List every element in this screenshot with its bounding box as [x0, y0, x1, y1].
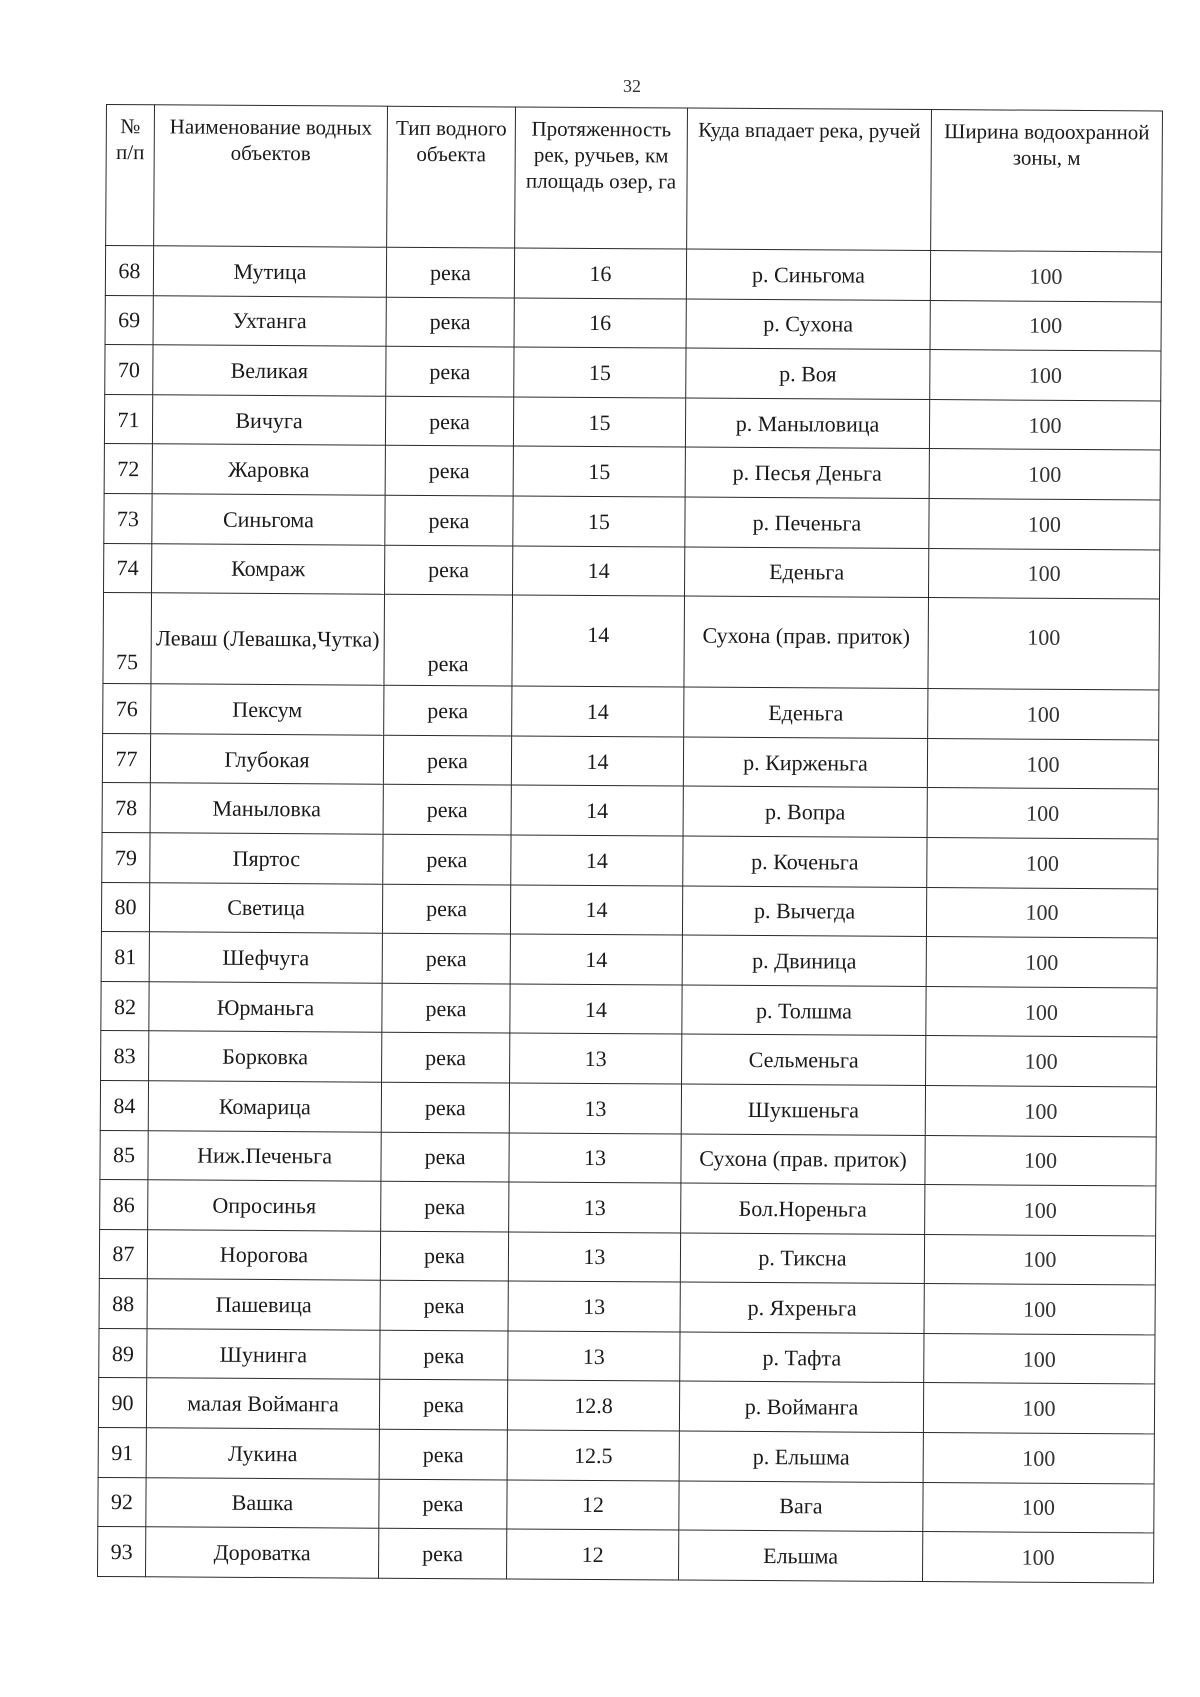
table-row	[99, 1279, 1155, 1335]
cell-length: 12.8	[507, 1380, 679, 1431]
cell-name: Великая	[153, 345, 386, 396]
cell-num: 71	[104, 394, 152, 444]
cell-num: 74	[104, 543, 152, 593]
cell-length: 14	[511, 835, 683, 886]
table-row	[99, 1229, 1155, 1285]
page-number: 32	[623, 76, 641, 96]
table-row	[101, 882, 1157, 938]
cell-outlet: р. Толшма	[682, 985, 926, 1036]
cell-width: 100	[926, 937, 1157, 988]
cell-name: Комраж	[152, 543, 385, 594]
cell-type: река	[381, 1181, 509, 1231]
cell-length: 13	[508, 1281, 680, 1332]
table-row	[98, 1477, 1154, 1533]
cell-width: 100	[929, 499, 1160, 550]
cell-width: 100	[928, 689, 1159, 740]
cell-outlet: р. Яхреньга	[680, 1282, 924, 1333]
cell-outlet: Ельшма	[678, 1530, 922, 1581]
cell-num: 86	[100, 1180, 148, 1230]
cell-width: 100	[926, 1036, 1157, 1087]
cell-length: 15	[513, 446, 685, 497]
cell-length: 14	[511, 736, 683, 787]
cell-length: 15	[513, 397, 685, 448]
cell-name: малая Войманга	[146, 1378, 379, 1429]
cell-width: 100	[925, 1135, 1156, 1186]
cell-outlet: Сельменьга	[682, 1034, 926, 1085]
cell-outlet: р. Войманга	[679, 1381, 923, 1432]
table-row	[98, 1428, 1154, 1484]
cell-outlet: р. Ельшма	[679, 1431, 923, 1482]
cell-type: река	[380, 1280, 508, 1330]
table-header	[106, 105, 1163, 252]
cell-outlet: Бол.Нореньга	[681, 1183, 925, 1234]
cell-type: река	[385, 396, 513, 446]
cell-name: Пексум	[151, 684, 384, 735]
cell-width: 100	[925, 1185, 1156, 1236]
cell-type: река	[380, 1231, 508, 1281]
cell-name: Синьгома	[152, 494, 385, 545]
cell-num: 89	[99, 1328, 147, 1378]
cell-outlet: р. Коченьга	[683, 836, 927, 887]
cell-num: 77	[102, 733, 150, 783]
cell-type: река	[379, 1380, 507, 1430]
cell-num: 72	[104, 444, 152, 494]
table-row	[105, 246, 1161, 302]
cell-width: 100	[923, 1482, 1154, 1533]
cell-name: Борковка	[149, 1031, 382, 1082]
cell-width: 100	[929, 399, 1160, 450]
cell-type: река	[386, 297, 514, 347]
cell-type: река	[385, 495, 513, 545]
cell-length: 15	[514, 347, 686, 398]
cell-length: 12	[507, 1480, 679, 1531]
header-length: Протяженность рек, ручьев, км площадь озер, га	[515, 107, 688, 249]
cell-name: Ниж.Печеньга	[148, 1130, 381, 1181]
header-name: Наименование водных объектов	[154, 105, 388, 247]
cell-length: 12	[506, 1529, 678, 1580]
cell-length: 14	[510, 984, 682, 1035]
cell-outlet: Сухона (прав. приток)	[684, 596, 929, 688]
cell-num: 90	[98, 1378, 146, 1428]
cell-outlet: р. Песья Деньга	[685, 447, 929, 498]
cell-num: 76	[103, 684, 151, 734]
cell-num: 92	[98, 1477, 146, 1527]
cell-type: река	[381, 1132, 509, 1182]
cell-name: Светица	[149, 882, 382, 933]
cell-width: 100	[924, 1284, 1155, 1335]
table-row	[100, 1080, 1156, 1136]
cell-type: река	[386, 247, 514, 297]
table-row	[99, 1328, 1155, 1384]
cell-width: 100	[926, 986, 1157, 1037]
cell-length: 16	[514, 248, 686, 299]
cell-num: 88	[99, 1279, 147, 1329]
cell-type: река	[379, 1528, 507, 1578]
cell-outlet: р. Тафта	[680, 1332, 924, 1383]
cell-length: 13	[510, 1033, 682, 1084]
cell-width: 100	[930, 300, 1161, 351]
cell-outlet: р. Синьгома	[686, 249, 930, 300]
cell-outlet: р. Тиксна	[680, 1233, 924, 1284]
cell-outlet: р. Воя	[686, 348, 930, 399]
table-row	[103, 684, 1159, 740]
cell-type: река	[385, 446, 513, 496]
cell-type: река	[382, 1033, 510, 1083]
cell-outlet: Еденьга	[684, 687, 928, 738]
cell-length: 13	[509, 1132, 681, 1183]
cell-num: 75	[103, 593, 152, 684]
cell-num: 84	[100, 1080, 148, 1130]
cell-width: 100	[922, 1532, 1153, 1583]
cell-num: 91	[98, 1428, 146, 1478]
cell-length: 13	[508, 1331, 680, 1382]
table-row	[102, 832, 1158, 888]
table-row	[105, 345, 1161, 401]
cell-type: река	[383, 785, 511, 835]
cell-num: 87	[99, 1229, 147, 1279]
cell-width: 100	[927, 788, 1158, 839]
cell-type: река	[382, 884, 510, 934]
table-row	[100, 1180, 1156, 1236]
cell-type: река	[382, 933, 510, 983]
cell-length: 13	[509, 1083, 681, 1134]
cell-width: 100	[926, 887, 1157, 938]
cell-width: 100	[925, 1085, 1156, 1136]
cell-width: 100	[924, 1333, 1155, 1384]
cell-num: 81	[101, 932, 149, 982]
cell-name: Опросинья	[148, 1180, 381, 1231]
cell-type: река	[384, 594, 513, 686]
table-row	[102, 733, 1158, 789]
cell-type: река	[382, 983, 510, 1033]
cell-type: река	[386, 346, 514, 396]
cell-width: 100	[929, 449, 1160, 500]
table-row	[104, 444, 1160, 500]
header-type: Тип водного объекта	[387, 106, 516, 248]
cell-num: 70	[105, 345, 153, 395]
cell-length: 14	[513, 546, 685, 597]
cell-name: Глубокая	[150, 734, 383, 785]
cell-outlet: р. Сухона	[686, 299, 930, 350]
table-row	[101, 1031, 1157, 1087]
cell-num: 93	[98, 1527, 146, 1577]
cell-outlet: Вага	[679, 1481, 923, 1532]
table-row	[102, 783, 1158, 839]
cell-name: Леваш (Левашка,Чутка)	[151, 593, 385, 685]
cell-num: 83	[101, 1031, 149, 1081]
table-row	[98, 1527, 1154, 1583]
cell-num: 68	[105, 246, 153, 296]
cell-name: Пяртос	[150, 833, 383, 884]
cell-name: Вичуга	[152, 395, 385, 446]
cell-type: река	[380, 1330, 508, 1380]
cell-name: Лукина	[146, 1428, 379, 1479]
cell-width: 100	[924, 1234, 1155, 1285]
cell-name: Дороватка	[146, 1527, 379, 1578]
cell-outlet: р. Кирженьга	[683, 737, 927, 788]
cell-outlet: р. Маныловица	[685, 398, 929, 449]
cell-type: река	[383, 735, 511, 785]
cell-name: Жаровка	[152, 444, 385, 495]
cell-length: 14	[512, 686, 684, 737]
water-objects-table	[97, 104, 1163, 1583]
cell-outlet: р. Двиница	[682, 935, 926, 986]
header-width: Ширина водоохранной зоны, м	[931, 110, 1163, 252]
table-body	[98, 246, 1162, 1583]
cell-num: 78	[102, 783, 150, 833]
cell-length: 14	[511, 785, 683, 836]
header-num: № п/п	[106, 105, 155, 246]
cell-name: Пашевица	[147, 1279, 380, 1330]
cell-name: Шефчуга	[149, 932, 382, 983]
table-row	[101, 981, 1157, 1037]
cell-length: 12.5	[507, 1430, 679, 1481]
cell-length: 16	[514, 298, 686, 349]
cell-outlet: р. Печеньга	[685, 497, 929, 548]
cell-name: Маныловка	[150, 783, 383, 834]
table-row	[100, 1130, 1156, 1186]
table-row	[104, 493, 1160, 549]
cell-width: 100	[923, 1433, 1154, 1484]
cell-width: 100	[928, 548, 1159, 599]
header-outlet: Куда впадает река, ручей	[687, 108, 932, 250]
cell-length: 13	[509, 1182, 681, 1233]
table-row	[104, 394, 1160, 450]
cell-type: река	[381, 1082, 509, 1132]
cell-num: 73	[104, 493, 152, 543]
cell-type: река	[379, 1429, 507, 1479]
cell-length: 14	[512, 595, 685, 687]
cell-num: 79	[102, 832, 150, 882]
cell-length: 15	[513, 496, 685, 547]
table-row	[105, 295, 1161, 351]
cell-type: река	[383, 834, 511, 884]
cell-name: Вашка	[146, 1477, 379, 1528]
cell-width: 100	[930, 350, 1161, 401]
cell-outlet: р. Вопра	[683, 786, 927, 837]
cell-name: Шунинга	[147, 1329, 380, 1380]
cell-type: река	[384, 685, 512, 735]
cell-width: 100	[927, 837, 1158, 888]
cell-length: 14	[510, 934, 682, 985]
cell-width: 100	[928, 598, 1160, 690]
cell-outlet: р. Вычегда	[682, 886, 926, 937]
cell-name: Ухтанга	[153, 295, 386, 346]
cell-num: 69	[105, 295, 153, 345]
table-row	[98, 1378, 1154, 1434]
cell-name: Комарица	[148, 1081, 381, 1132]
cell-outlet: Еденьга	[685, 547, 929, 598]
table-row	[101, 932, 1157, 988]
cell-width: 100	[923, 1383, 1154, 1434]
header-row	[106, 105, 1163, 252]
cell-name: Мутица	[153, 246, 386, 297]
cell-outlet: Шукшеньга	[681, 1084, 925, 1135]
cell-num: 80	[101, 882, 149, 932]
table-row	[104, 543, 1160, 599]
cell-type: река	[379, 1479, 507, 1529]
cell-num: 85	[100, 1130, 148, 1180]
cell-outlet: Сухона (прав. приток)	[681, 1134, 925, 1185]
cell-num: 82	[101, 981, 149, 1031]
cell-width: 100	[927, 738, 1158, 789]
table-row	[103, 593, 1160, 690]
cell-name: Юрманьга	[149, 981, 382, 1032]
cell-width: 100	[930, 251, 1161, 302]
cell-length: 14	[510, 885, 682, 936]
cell-type: река	[385, 545, 513, 595]
cell-length: 13	[508, 1232, 680, 1283]
cell-name: Норогова	[147, 1229, 380, 1280]
